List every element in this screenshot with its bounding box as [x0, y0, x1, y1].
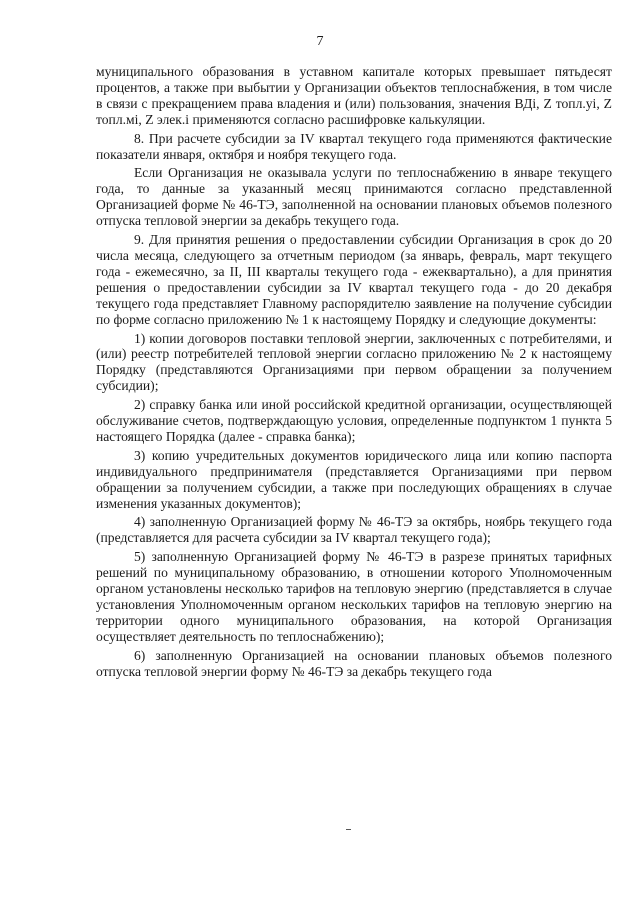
paragraph-continuation: муниципального образования в уставном капитале которых превышает пятьдесят процентов, а также при выбытии у Организации объектов теплоснабжения, в том числе в связи с прекращением права владения и (или) пользования, значения ВДi, Z топл.yi, Z топл.мi, Z элек.i применяются согласно расшифровке калькуляции. [96, 64, 612, 127]
paragraph: Если Организация не оказывала услуги по теплоснабжению в январе текущего года, то данные за указанный месяц принимаются согласно представленной Организацией форме № 46-ТЭ, заполненной на основании плановых объемов полезного отпуска тепловой энергии за декабрь текущего года. [96, 165, 612, 229]
page-number: 7 [316, 34, 324, 49]
list-item-5: 5) заполненную Организацией форму № 46-ТЭ в разрезе принятых тарифных решений по муниципальному образованию, в отношении которого Уполномоченным органом установлены несколько тарифов на тепловую энергию (представляется в случае установления Уполномоченным органом нескольких тарифов на тепловую энергию на территории одного муниципального образования, на которой Организация осуществляет деятельность по теплоснабжению); [96, 549, 612, 644]
document-body [96, 64, 612, 683]
list-item-1: 1) копии договоров поставки тепловой энергии, заключенных с потребителями, и (или) реестр потребителей тепловой энергии согласно приложению № 2 к настоящему Порядку (представляются Организациями при первом обращении за получением субсидии); [96, 330, 612, 394]
list-item-2: 2) справку банка или иной российской кредитной организации, осуществляющей обслуживание счетов, подтверждающую условия, определенные подпунктом 1 пункта 5 настоящего Порядка (далее - справка банка); [96, 397, 612, 444]
paragraph-item-8: 8. При расчете субсидии за IV квартал текущего года применяются фактические показатели января, октября и ноября текущего года. [96, 130, 612, 162]
list-item-3: 3) копию учредительных документов юридического лица или копию паспорта индивидуального предпринимателя (представляется Организациями при первом обращении за получением субсидии, а также при последующих обращениях в случае изменения указанных документов); [96, 447, 612, 511]
paragraph-item-9: 9. Для принятия решения о предоставлении субсидии Организация в срок до 20 числа месяца, следующего за отчетным периодом (за январь, февраль, март текущего года - ежемесячно, за II, III кварталы текущего года - ежеквартально), а для принятия решения о предоставлении субсидии за IV квартал текущего года - до 20 декабря текущего года представляет Главному распорядителю заявление на получение субсидии по форме согласно приложению № 1 к настоящему Порядку и следующие документы: [96, 232, 612, 327]
list-item-6: 6) заполненную Организацией на основании плановых объемов полезного отпуска тепловой энергии форму № 46-ТЭ за декабрь текущего года [96, 647, 612, 679]
list-item-4: 4) заполненную Организацией форму № 46-ТЭ за октябрь, ноябрь текущего года (представляется для расчета субсидии за IV квартал текущего года); [96, 514, 612, 546]
scan-mark [346, 829, 351, 830]
